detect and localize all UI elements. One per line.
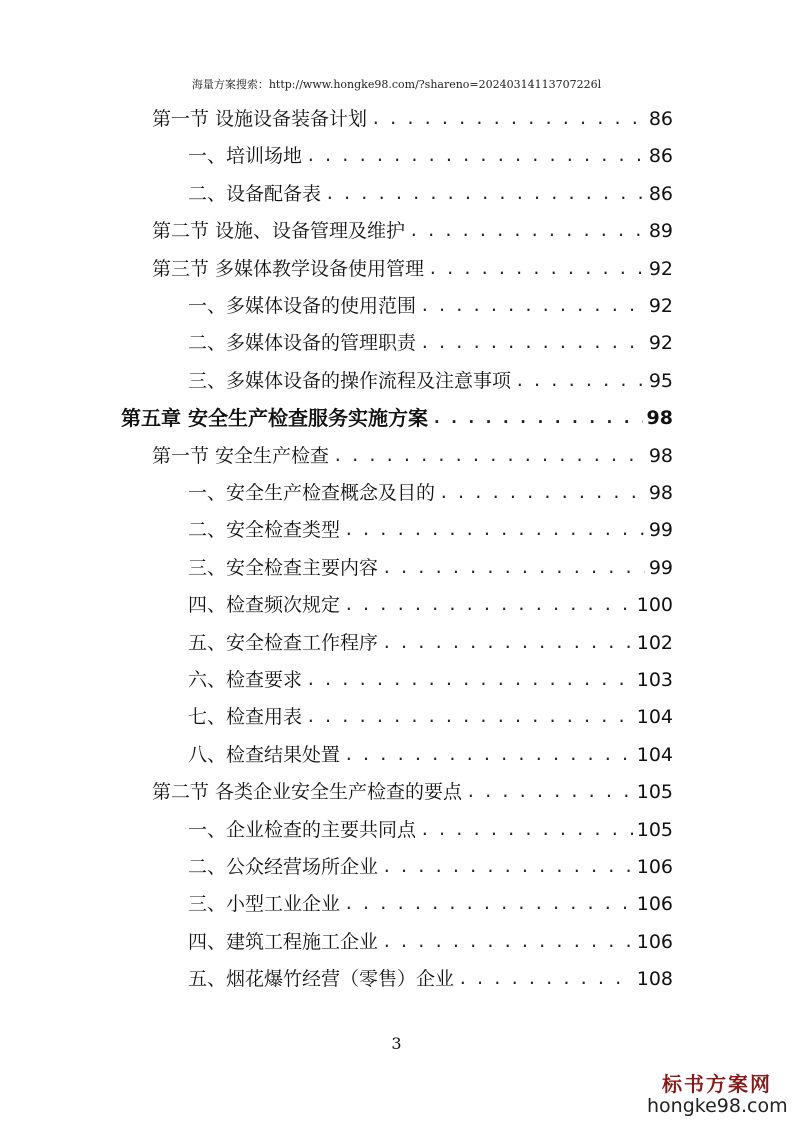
toc-entry[interactable] xyxy=(188,590,673,620)
toc-entry[interactable] xyxy=(188,179,673,209)
toc-entry-page: 98 xyxy=(646,407,673,430)
toc-entry-label: 第三节 多媒体教学设备使用管理 xyxy=(152,257,425,280)
toc-entry-label: 七、检查用表 xyxy=(188,706,303,729)
toc-entry-page: 98 xyxy=(648,482,673,504)
toc-entry-label: 第二节 各类企业安全生产检查的要点 xyxy=(152,781,463,804)
toc-leader-dots xyxy=(466,777,633,807)
page-header: 海量方案搜索：http://www.hongke98.com/?shareno=20240314113707226l xyxy=(191,78,602,91)
toc-entry[interactable] xyxy=(152,216,673,246)
toc-leader-dots xyxy=(344,889,633,919)
toc-leader-dots xyxy=(306,665,633,695)
toc-leader-dots xyxy=(409,216,645,246)
toc-entry-label: 一、培训场地 xyxy=(188,145,303,168)
toc-leader-dots xyxy=(420,815,633,845)
toc-entry-page: 108 xyxy=(636,968,673,991)
toc-entry-label: 第五章 安全生产检查服务实施方案 xyxy=(121,406,428,431)
toc-entry-page: 105 xyxy=(636,818,673,841)
toc-entry[interactable] xyxy=(152,441,673,471)
toc-leader-dots xyxy=(420,328,645,358)
toc-entry[interactable] xyxy=(188,740,673,770)
watermark-logo xyxy=(647,1068,787,1117)
toc-entry-page: 104 xyxy=(636,706,673,729)
toc-leader-dots xyxy=(306,702,633,732)
toc-entry-page: 106 xyxy=(636,893,673,916)
toc-leader-dots xyxy=(344,740,633,770)
toc-entry-page: 89 xyxy=(648,220,673,243)
toc-entry-label: 六、检查要求 xyxy=(188,669,303,691)
toc-entry-label: 第一节 设施设备装备计划 xyxy=(152,108,368,130)
toc-entry-page: 106 xyxy=(636,930,673,953)
toc-entry-page: 86 xyxy=(648,145,673,168)
toc-leader-dots xyxy=(432,403,643,433)
toc-entry[interactable] xyxy=(188,366,673,396)
toc-entry-label: 四、检查频次规定 xyxy=(188,594,341,617)
toc-entry[interactable] xyxy=(188,702,673,732)
toc-leader-dots xyxy=(382,927,633,957)
toc-entry-page: 105 xyxy=(636,781,673,804)
toc-entry-page: 102 xyxy=(636,631,673,654)
toc-entry[interactable] xyxy=(188,328,673,358)
toc-entry[interactable] xyxy=(188,665,673,695)
toc-entry[interactable] xyxy=(152,254,673,284)
toc-entry-label: 二、设备配备表 xyxy=(188,182,322,205)
toc-entry-page: 99 xyxy=(648,556,673,579)
toc-leader-dots xyxy=(515,366,645,396)
toc-entry-label: 二、公众经营场所企业 xyxy=(188,856,379,878)
page-number: 3 xyxy=(391,1034,402,1053)
toc-entry-page: 98 xyxy=(648,444,673,467)
watermark-en: hongke98.com xyxy=(647,1095,788,1117)
toc-entry-page: 106 xyxy=(636,856,673,878)
toc-entry-label: 第一节 安全生产检查 xyxy=(152,444,330,467)
toc-entry-page: 86 xyxy=(648,182,673,205)
toc-entry[interactable] xyxy=(152,104,673,134)
toc-entry-label: 五、安全检查工作程序 xyxy=(188,631,379,654)
toc-entry-label: 五、烟花爆竹经营（零售）企业 xyxy=(188,968,455,991)
toc-entry-page: 104 xyxy=(636,743,673,766)
toc-entry-page: 92 xyxy=(648,332,673,355)
toc-entry[interactable] xyxy=(188,141,673,171)
toc-leader-dots xyxy=(458,964,633,994)
toc-leader-dots xyxy=(325,179,645,209)
toc-leader-dots xyxy=(439,478,645,508)
toc-entry-label: 八、检查结果处置 xyxy=(188,743,341,766)
toc-entry[interactable] xyxy=(121,403,673,433)
toc-entry-label: 一、企业检查的主要共同点 xyxy=(188,818,417,841)
toc-entry-page: 100 xyxy=(636,594,673,617)
toc-entry[interactable] xyxy=(188,291,673,321)
toc-entry-label: 第二节 设施、设备管理及维护 xyxy=(152,220,406,243)
toc-entry-label: 二、安全检查类型 xyxy=(188,519,341,542)
toc-leader-dots xyxy=(344,590,633,620)
toc-entry[interactable] xyxy=(188,553,673,583)
toc-leader-dots xyxy=(371,104,645,134)
toc-entry-label: 二、多媒体设备的管理职责 xyxy=(188,332,417,355)
toc-leader-dots xyxy=(428,254,645,284)
toc-entry[interactable] xyxy=(152,777,673,807)
toc-leader-dots xyxy=(382,628,633,658)
toc-entry-label: 四、建筑工程施工企业 xyxy=(188,930,379,953)
toc-entry[interactable] xyxy=(188,815,673,845)
toc-entry[interactable] xyxy=(188,515,673,545)
toc-leader-dots xyxy=(382,852,633,882)
toc-entry-label: 三、多媒体设备的操作流程及注意事项 xyxy=(188,369,512,392)
toc-entry[interactable] xyxy=(188,927,673,957)
toc-entry[interactable] xyxy=(188,889,673,919)
toc-entry[interactable] xyxy=(188,478,673,508)
toc-leader-dots xyxy=(333,441,645,471)
toc-entry-label: 一、安全生产检查概念及目的 xyxy=(188,482,436,504)
toc-leader-dots xyxy=(382,553,645,583)
toc-entry-page: 95 xyxy=(648,369,673,392)
toc-entry-page: 103 xyxy=(636,669,673,691)
toc-entry[interactable] xyxy=(188,628,673,658)
toc-entry-page: 86 xyxy=(648,108,673,130)
toc-leader-dots xyxy=(344,515,645,545)
toc-entry-label: 三、小型工业企业 xyxy=(188,893,341,916)
toc-entry[interactable] xyxy=(188,964,673,994)
toc-entry[interactable] xyxy=(188,852,673,882)
toc-entry-page: 92 xyxy=(648,295,673,317)
toc-entry-label: 一、多媒体设备的使用范围 xyxy=(188,295,417,317)
watermark-cn: 标书方案网 xyxy=(662,1072,772,1096)
toc-leader-dots xyxy=(306,141,645,171)
toc-leader-dots xyxy=(420,291,645,321)
toc-entry-page: 99 xyxy=(648,519,673,542)
toc-entry-page: 92 xyxy=(648,257,673,280)
toc-entry-label: 三、安全检查主要内容 xyxy=(188,556,379,579)
